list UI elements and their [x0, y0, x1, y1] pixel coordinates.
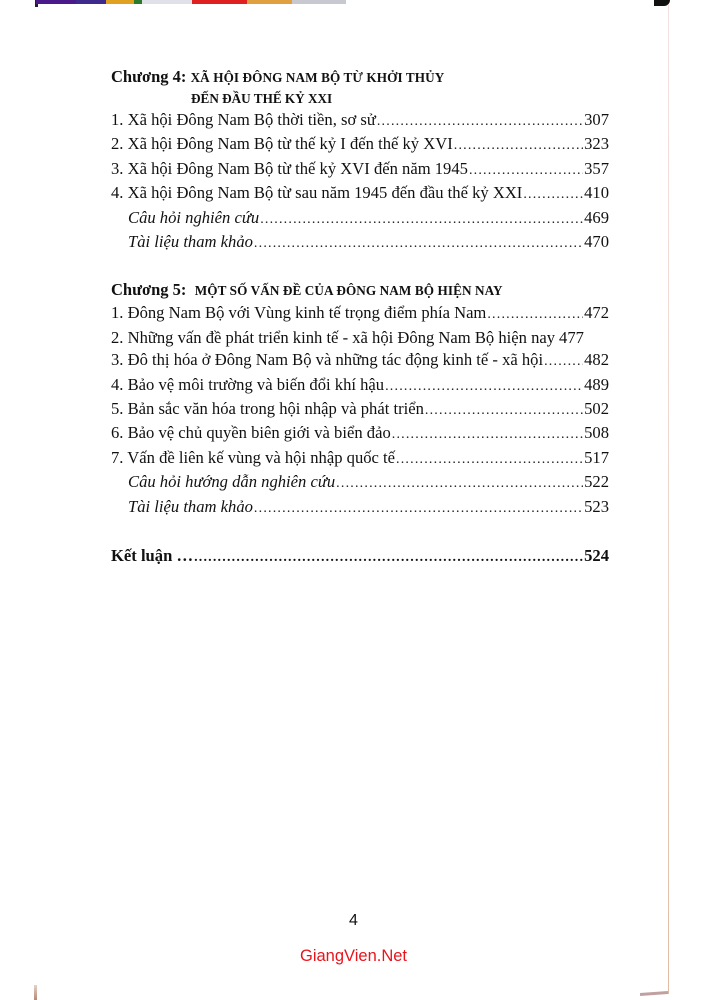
dot-leader	[469, 160, 583, 182]
toc-entry[interactable]	[111, 231, 609, 255]
toc-entry-page: 357	[584, 158, 609, 178]
toc-entry-page: 523	[584, 496, 609, 516]
toc-entry-page: 482	[584, 350, 609, 370]
dot-leader	[260, 209, 583, 231]
toc-entry[interactable]	[111, 158, 609, 182]
toc-entry[interactable]	[111, 109, 609, 133]
toc-entry-page: 307	[584, 110, 609, 129]
dot-leader	[392, 424, 583, 446]
scan-edge-mark	[640, 991, 668, 996]
toc-entry-label: 7. Vấn đề liên kế vùng và hội nhập quốc tế	[111, 447, 396, 467]
toc-entry-page: 524	[584, 546, 609, 566]
toc-entry-label: 3. Đô thị hóa ở Đông Nam Bộ và những tác động kinh tế - xã hội	[111, 350, 544, 370]
dot-leader	[254, 498, 583, 520]
toc-entry-page: 517	[584, 447, 609, 467]
scan-edge-mark	[34, 985, 37, 1000]
toc-entry-page: 502	[584, 399, 609, 419]
chapter-4-heading	[111, 66, 609, 109]
chapter-label: Chương 4:	[111, 67, 187, 86]
toc-entry[interactable]	[111, 207, 609, 231]
toc-entry-label: Tài liệu tham khảo	[128, 232, 253, 252]
dot-leader	[336, 473, 583, 495]
dot-leader	[454, 135, 583, 157]
table-of-contents	[111, 66, 609, 570]
toc-entry-label: Câu hỏi hướng dẫn nghiên cứu	[128, 472, 336, 492]
toc-entry-page: 508	[584, 423, 609, 443]
dot-leader	[487, 304, 583, 326]
toc-entry-label: 2. Những vấn đề phát triển kinh tế - xã hội Đông Nam Bộ hiện nay	[111, 327, 556, 347]
toc-entry-label: 6. Bảo vệ chủ quyền biên giới và biển đảo	[111, 423, 391, 443]
toc-entry-page: 477	[559, 327, 584, 347]
chapter-5-heading	[111, 279, 609, 301]
dot-leader	[396, 449, 583, 471]
toc-entry[interactable]	[111, 182, 609, 206]
toc-entry-label: 1. Đông Nam Bộ với Vùng kinh tế trọng điểm phía Nam	[111, 303, 487, 323]
toc-entry-label: Tài liệu tham khảo	[128, 496, 253, 516]
toc-entry[interactable]	[111, 133, 609, 157]
dot-leader	[523, 184, 583, 206]
page-number: 4	[349, 912, 358, 929]
dot-leader	[425, 400, 583, 422]
toc-entry-page: 472	[584, 303, 609, 323]
toc-entry[interactable]	[111, 447, 609, 471]
toc-entry-label: 2. Xã hội Đông Nam Bộ từ thế kỷ I đến thế kỷ XVI	[111, 134, 453, 154]
toc-entry-conclusion[interactable]	[111, 545, 609, 569]
chapter-title: MỘT SỐ VẤN ĐỀ CỦA ĐÔNG NAM BỘ HIỆN NAY	[194, 283, 503, 299]
toc-entry-page: 323	[584, 134, 609, 154]
dot-leader	[544, 351, 583, 373]
toc-entry-label: 4. Xã hội Đông Nam Bộ từ sau năm 1945 đến đầu thế kỷ XXI	[111, 183, 523, 203]
dot-leader	[385, 376, 583, 398]
watermark: GiangVien.Net	[299, 947, 408, 965]
toc-entry-label: 3. Xã hội Đông Nam Bộ từ thế kỷ XVI đến năm 1945	[111, 158, 468, 178]
toc-entry-page: 470	[584, 232, 609, 252]
toc-entry-page: 522	[584, 472, 609, 492]
dot-leader	[377, 111, 583, 133]
toc-entry-page: 469	[584, 207, 609, 227]
chapter-label: Chương 5:	[111, 280, 187, 300]
chapter-title-line2: ĐẾN ĐẦU THẾ KỶ XXI	[191, 91, 333, 106]
toc-entry[interactable]	[111, 422, 609, 446]
toc-entry-label: 5. Bản sắc văn hóa trong hội nhập và phát triển	[111, 399, 424, 419]
toc-entry[interactable]	[111, 496, 609, 520]
toc-entry[interactable]	[111, 327, 609, 349]
dot-leader	[194, 547, 583, 569]
page-edge-line	[668, 4, 669, 994]
toc-entry[interactable]	[111, 302, 609, 326]
chapter-title: XÃ HỘI ĐÔNG NAM BỘ TỪ KHỞI THỦY	[190, 70, 445, 85]
dot-leader	[254, 233, 583, 255]
toc-entry-label: Kết luận …	[111, 546, 194, 566]
toc-entry-page: 410	[584, 183, 609, 203]
toc-entry-label: Câu hỏi nghiên cứu	[128, 207, 260, 227]
toc-entry-page: 489	[584, 374, 609, 394]
cover-color-strip	[36, 0, 346, 4]
toc-entry[interactable]	[111, 398, 609, 422]
toc-entry[interactable]	[111, 471, 609, 495]
toc-entry[interactable]	[111, 349, 609, 373]
toc-entry-label: 4. Bảo vệ môi trường và biến đổi khí hậu	[111, 374, 385, 394]
toc-entry[interactable]	[111, 374, 609, 398]
toc-entry-label: 1. Xã hội Đông Nam Bộ thời tiền, sơ sử	[111, 110, 376, 129]
